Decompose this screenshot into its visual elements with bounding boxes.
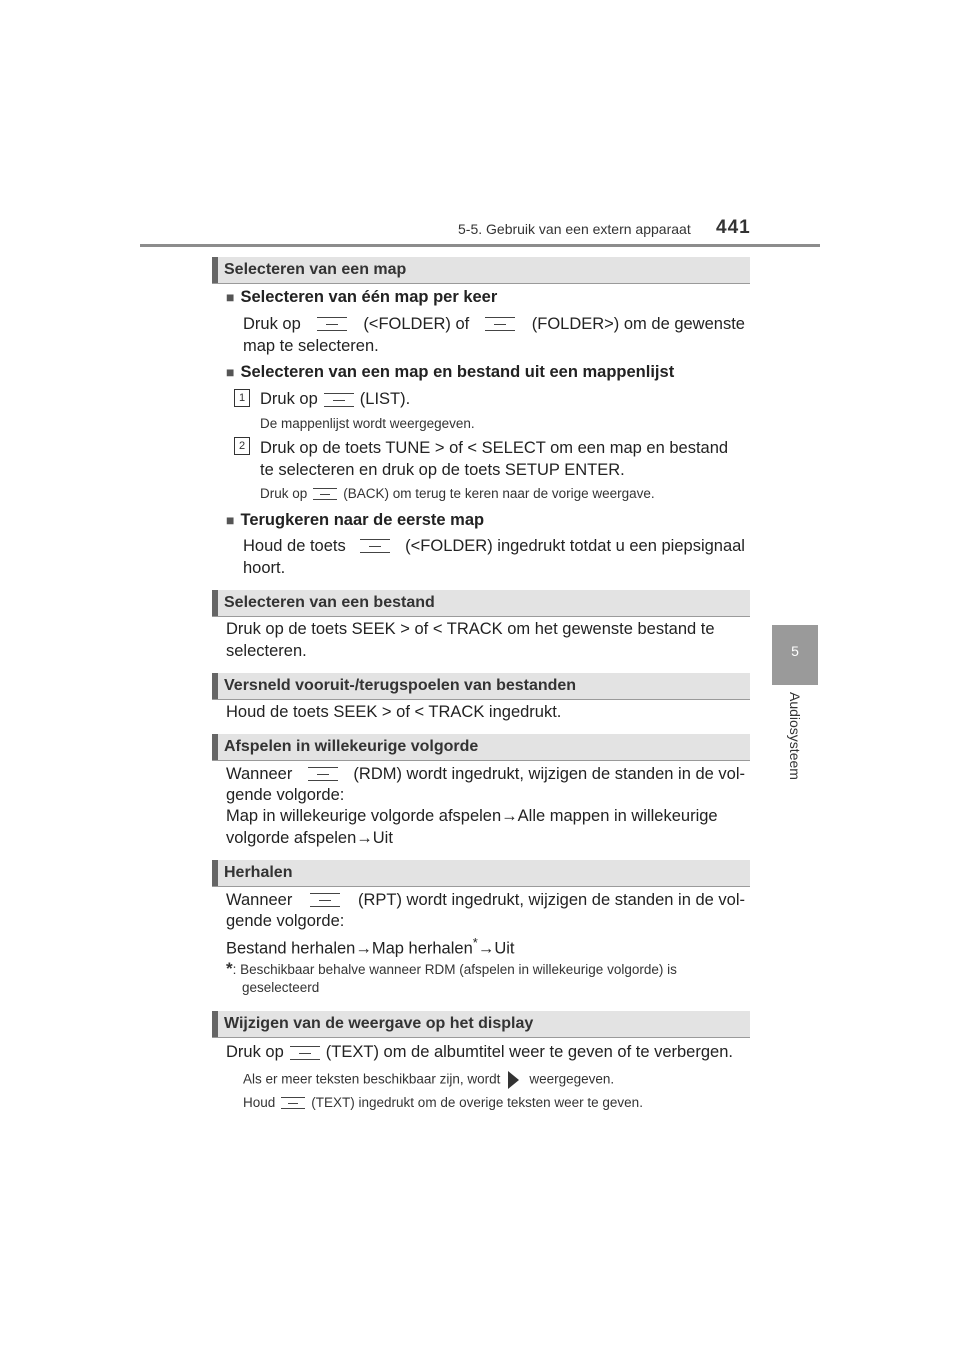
paragraph-first-folder: Houd de toets (<FOLDER) ingedrukt totdat u een piepsignaal — [243, 537, 745, 555]
paragraph-select-file-cont: selecteren. — [226, 642, 307, 660]
button-icon — [324, 393, 354, 407]
paragraph-repeat-3: Bestand herhalen→Map herhalen*→Uit — [226, 935, 515, 958]
more-text-arrow-icon — [508, 1071, 519, 1089]
paragraph-random-1: Wanneer (RDM) wordt ingedrukt, wijzigen de standen in de vol- — [226, 765, 745, 783]
section-header-fast-forward: Versneld vooruit-/terugspoelen van bestanden — [212, 673, 750, 700]
step1-text: Druk op (LIST). — [260, 390, 411, 408]
header-rule — [140, 244, 820, 247]
button-icon — [317, 317, 347, 331]
paragraph-random-3: Map in willekeurige volgorde afspelen→Alle mappen in willekeurige — [226, 807, 718, 825]
paragraph-first-folder-cont: hoort. — [243, 559, 286, 577]
section-header-repeat: Herhalen — [212, 860, 750, 887]
paragraph-select-file: Druk op de toets SEEK > of < TRACK om het gewenste bestand te — [226, 620, 715, 638]
paragraph-random-4: volgorde afspelen→Uit — [226, 829, 393, 847]
chapter-label: Audiosysteem — [787, 692, 803, 780]
bullet-icon: ■ — [226, 512, 235, 528]
section-header-select-folder: Selecteren van een map — [212, 257, 750, 284]
section-header-display: Wijzigen van de weergave op het display — [212, 1011, 750, 1038]
button-icon — [313, 488, 337, 500]
running-header-section: 5-5. Gebruik van een extern apparaat — [458, 221, 691, 237]
subheading-folder-list: ■ Selecteren van een map en bestand uit een mappenlijst — [226, 363, 675, 381]
bullet-icon: ■ — [226, 289, 235, 305]
bullet-icon: ■ — [226, 364, 235, 380]
paragraph-repeat-2: gende volgorde: — [226, 912, 345, 930]
button-icon — [360, 539, 390, 553]
page-number: 441 — [716, 217, 751, 238]
step2-text-line2: te selecteren en druk op de toets SETUP ENTER. — [260, 461, 625, 479]
step2-text-line1: Druk op de toets TUNE > of < SELECT om een map en bestand — [260, 439, 729, 457]
note-hold-text: Houd (TEXT) ingedrukt om de overige teksten weer te geven. — [243, 1095, 643, 1110]
footnote-cont: geselecteerd — [242, 980, 320, 995]
paragraph-folder-buttons-cont: map te selecteren. — [243, 337, 379, 355]
paragraph-repeat-1: Wanneer (RPT) wordt ingedrukt, wijzigen de standen in de vol- — [226, 891, 745, 909]
paragraph-display: Druk op (TEXT) om de albumtitel weer te geven of te verbergen. — [226, 1043, 733, 1061]
paragraph-fast-forward: Houd de toets SEEK > of < TRACK ingedrukt. — [226, 703, 562, 721]
step-number: 2 — [234, 437, 250, 455]
chapter-tab: 5 — [772, 625, 818, 685]
step1-note: De mappenlijst wordt weergegeven. — [260, 416, 475, 431]
footnote-marker: * — [472, 935, 478, 950]
note-more-text: Als er meer teksten beschikbaar zijn, wordt weergegeven. — [243, 1071, 614, 1089]
section-header-random: Afspelen in willekeurige volgorde — [212, 734, 750, 761]
button-icon — [290, 1046, 320, 1060]
subheading-first-folder: ■ Terugkeren naar de eerste map — [226, 511, 485, 529]
paragraph-folder-buttons: Druk op (<FOLDER) of (FOLDER>) om de gewenste — [243, 315, 745, 333]
step-number: 1 — [234, 389, 250, 407]
step2-note: Druk op (BACK) om terug te keren naar de vorige weergave. — [260, 486, 655, 501]
button-icon — [310, 893, 340, 907]
button-icon — [308, 767, 338, 781]
section-header-select-file: Selecteren van een bestand — [212, 590, 750, 617]
subheading-one-folder: ■ Selecteren van één map per keer — [226, 288, 498, 306]
button-icon — [485, 317, 515, 331]
footnote: *: Beschikbaar behalve wanneer RDM (afspelen in willekeurige volgorde) is — [226, 959, 677, 978]
button-icon — [281, 1097, 305, 1109]
paragraph-random-2: gende volgorde: — [226, 786, 345, 804]
